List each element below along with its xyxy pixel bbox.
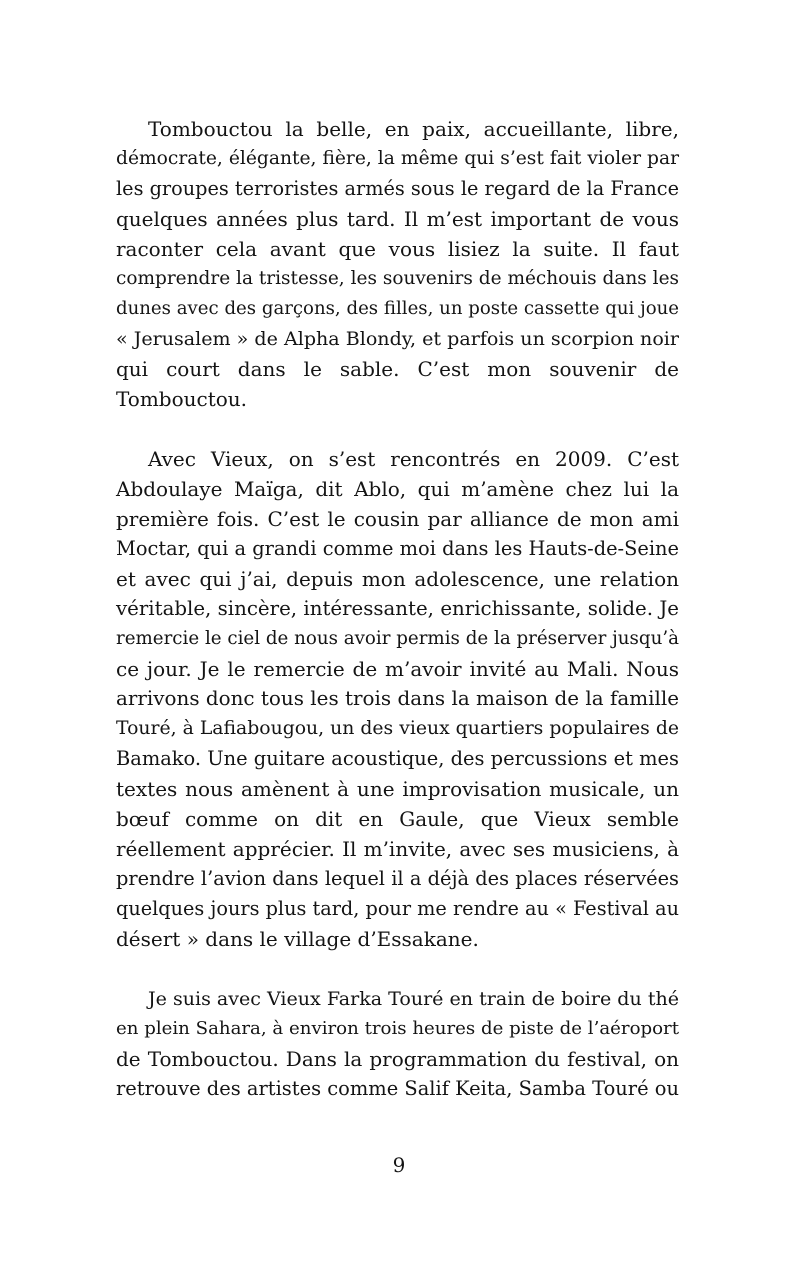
- text-line: textes nous amènent à une improvisation musicale, un: [116, 777, 679, 801]
- text-line: Avec Vieux, on s’est rencontrés en 2009. C’est: [148, 447, 679, 471]
- page-number: 9: [392, 1153, 406, 1177]
- text-line: réellement apprécier. Il m’invite, avec ses musiciens, à: [116, 837, 679, 861]
- text-line: bœuf comme on dit en Gaule, que Vieux semble: [116, 807, 679, 831]
- text-line: quelques jours plus tard, pour me rendre au « Festival au: [116, 897, 679, 920]
- text-line: et avec qui j’ai, depuis mon adolescence, une relation: [116, 567, 679, 591]
- text-line: de Tombouctou. Dans la programmation du festival, on: [116, 1047, 679, 1071]
- body-text: [116, 114, 679, 1104]
- text-line: qui court dans le sable. C’est mon souvenir de: [116, 357, 679, 381]
- text-line: Bamako. Une guitare acoustique, des percussions et mes: [116, 747, 679, 770]
- text-line: ce jour. Je le remercie de m’avoir invité au Mali. Nous: [116, 657, 679, 681]
- text-line: Je suis avec Vieux Farka Touré en train de boire du thé: [148, 988, 679, 1010]
- text-line: prendre l’avion dans lequel il a déjà des places réservées: [116, 867, 679, 890]
- text-line: Tombouctou la belle, en paix, accueillante, libre,: [148, 117, 679, 141]
- text-line: désert » dans le village d’Essakane.: [116, 927, 479, 951]
- text-line: quelques années plus tard. Il m’est important de vous: [116, 207, 679, 231]
- text-line: Moctar, qui a grandi comme moi dans les Hauts-de-Seine: [116, 537, 679, 560]
- text-line: les groupes terroristes armés sous le regard de la France: [116, 177, 679, 200]
- text-line: démocrate, élégante, fière, la même qui s’est fait violer par: [116, 148, 679, 169]
- text-line: « Jerusalem » de Alpha Blondy, et parfois un scorpion noir: [116, 328, 679, 350]
- text-line: Abdoulaye Maïga, dit Ablo, qui m’amène chez lui la: [116, 477, 679, 501]
- text-line: première fois. C’est le cousin par alliance de mon ami: [116, 507, 679, 531]
- text-line: dunes avec des garçons, des filles, un poste cassette qui joue: [116, 298, 679, 319]
- text-line: véritable, sincère, intéressante, enrichissante, solide. Je: [116, 597, 679, 620]
- text-line: comprendre la tristesse, les souvenirs de méchouis dans les: [116, 268, 679, 289]
- text-line: retrouve des artistes comme Salif Keita, Samba Touré ou: [116, 1077, 679, 1100]
- paragraph-tombouctou: [116, 114, 679, 414]
- text-line: Tombouctou.: [116, 387, 248, 411]
- text-line: en plein Sahara, à environ trois heures de piste de l’aéroport: [116, 1018, 679, 1039]
- text-line: remercie le ciel de nous avoir permis de la préserver jusqu’à: [116, 628, 679, 649]
- text-line: Touré, à Lafiabougou, un des vieux quartiers populaires de: [116, 718, 679, 739]
- paragraph-vieux: [116, 444, 679, 954]
- text-line: raconter cela avant que vous lisiez la suite. Il faut: [116, 237, 679, 261]
- paragraph-sahara: [116, 984, 679, 1104]
- text-line: arrivons donc tous les trois dans la maison de la famille: [116, 687, 679, 710]
